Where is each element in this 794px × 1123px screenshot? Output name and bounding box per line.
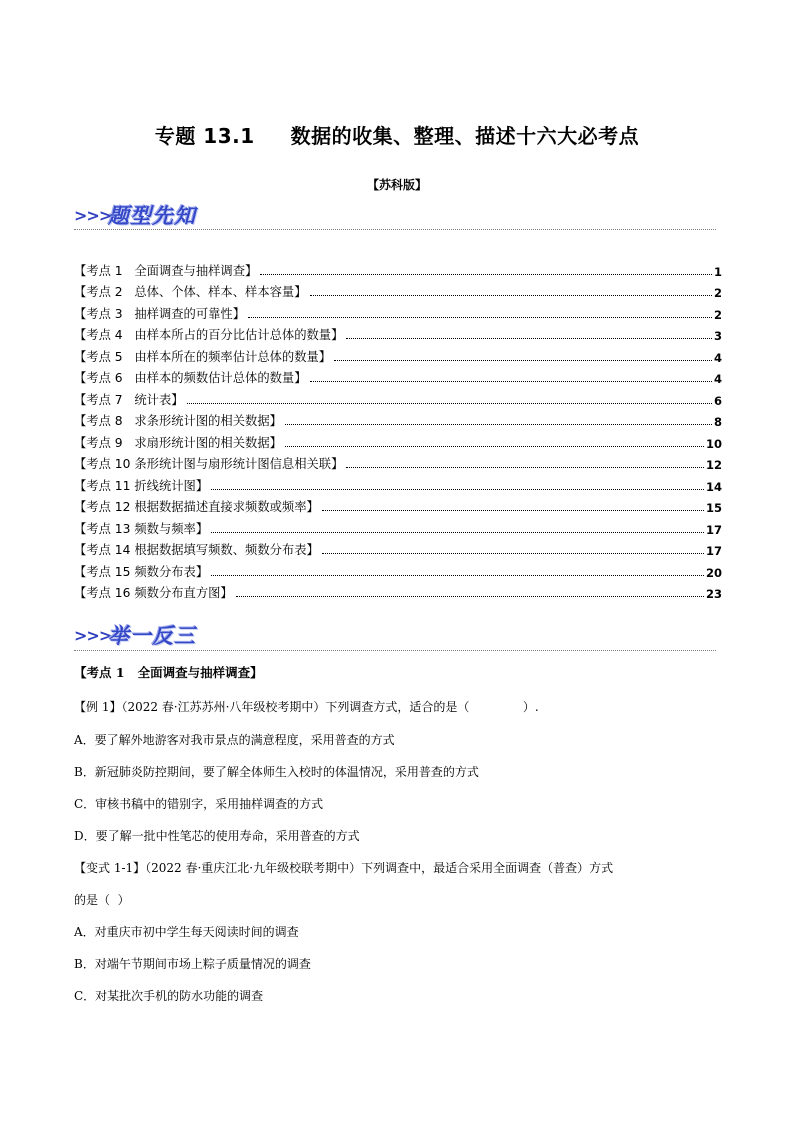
toc-label: 【考点 9 求扇形统计图的相关数据】 bbox=[74, 435, 282, 450]
toc-label: 【考点 7 统计表】 bbox=[74, 392, 184, 407]
toc-row[interactable] bbox=[74, 472, 722, 494]
toc-leader bbox=[187, 403, 712, 404]
toc-label: 【考点 10 条形统计图与扇形统计图信息相关联】 bbox=[74, 457, 344, 471]
toc-row[interactable] bbox=[74, 322, 722, 344]
banner-arrows-icon: >>> bbox=[74, 626, 112, 645]
toc-page: 8 bbox=[713, 415, 722, 429]
toc-label: 【考点 4 由样本所占的百分比估计总体的数量】 bbox=[74, 328, 344, 342]
toc-page: 3 bbox=[713, 329, 722, 343]
toc-label: 【考点 1 全面调查与抽样调查】 bbox=[74, 263, 258, 278]
toc-page: 12 bbox=[705, 458, 722, 472]
variant-question-line1: 【变式 1-1】（2022 春·重庆江北·九年级校联考期中）下列调查中，最适合采用全面调查（普查）方式 bbox=[74, 861, 614, 875]
option-a: A．要了解外地游客对我市景点的满意程度，采用普查的方式 bbox=[74, 733, 395, 747]
title-number: 专题 13.1 bbox=[154, 124, 255, 148]
example-question: 【例 1】（2022 春·江苏苏州·八年级校考期中）下列调查方式，适合的是（ ）. bbox=[74, 700, 539, 714]
banner-title: 举一反三 bbox=[108, 624, 196, 648]
toc-leader bbox=[211, 575, 704, 576]
toc-row[interactable] bbox=[74, 515, 722, 537]
toc-leader bbox=[334, 360, 712, 361]
toc-label: 【考点 3 抽样调查的可靠性】 bbox=[74, 306, 246, 321]
toc-row[interactable] bbox=[74, 365, 722, 387]
toc-row[interactable] bbox=[74, 580, 722, 602]
toc-leader bbox=[310, 295, 712, 296]
page-title bbox=[0, 120, 794, 149]
toc-row[interactable] bbox=[74, 494, 722, 516]
toc-page: 4 bbox=[713, 350, 722, 365]
variant-option-c: C．对某批次手机的防水功能的调查 bbox=[74, 989, 264, 1003]
toc-leader bbox=[236, 596, 704, 597]
toc-label: 【考点 16 频数分布直方图】 bbox=[74, 586, 233, 600]
toc-row[interactable] bbox=[74, 451, 722, 473]
toc-page: 2 bbox=[713, 286, 722, 300]
toc-page: 15 bbox=[705, 501, 722, 515]
toc-page: 6 bbox=[713, 393, 722, 408]
toc-label: 【考点 5 由样本所在的频率估计总体的数量】 bbox=[74, 349, 332, 364]
divider bbox=[74, 229, 716, 230]
toc-label: 【考点 8 求条形统计图的相关数据】 bbox=[74, 414, 282, 428]
toc-row[interactable] bbox=[74, 408, 722, 430]
toc-leader bbox=[260, 274, 712, 275]
variant-question-line2: 的是（ ） bbox=[74, 893, 130, 907]
section-heading: 【考点 1 全面调查与抽样调查】 bbox=[74, 665, 263, 680]
toc-leader bbox=[211, 489, 704, 490]
toc-row[interactable] bbox=[74, 279, 722, 301]
toc-row[interactable] bbox=[74, 300, 722, 322]
toc-page: 2 bbox=[713, 307, 722, 322]
toc-leader bbox=[322, 553, 704, 554]
toc-label: 【考点 12 根据数据描述直接求频数或频率】 bbox=[74, 500, 319, 514]
toc-row[interactable] bbox=[74, 257, 722, 279]
banner-examples bbox=[74, 620, 220, 650]
toc-label: 【考点 6 由样本的频数估计总体的数量】 bbox=[74, 371, 307, 385]
toc-leader bbox=[310, 381, 712, 382]
toc-page: 10 bbox=[705, 436, 722, 451]
toc-page: 20 bbox=[705, 565, 722, 580]
toc-label: 【考点 2 总体、个体、样本、样本容量】 bbox=[74, 285, 307, 299]
toc-label: 【考点 14 根据数据填写频数、频数分布表】 bbox=[74, 543, 319, 557]
toc-page: 17 bbox=[705, 522, 722, 537]
toc-label: 【考点 11 折线统计图】 bbox=[74, 478, 209, 493]
banner-arrows-icon: >>> bbox=[74, 206, 112, 225]
toc-label: 【考点 15 频数分布表】 bbox=[74, 564, 209, 579]
toc-row[interactable] bbox=[74, 386, 722, 408]
option-d: D．要了解一批中性笔芯的使用寿命，采用普查的方式 bbox=[74, 829, 360, 843]
toc-row[interactable] bbox=[74, 537, 722, 559]
divider bbox=[74, 650, 716, 651]
toc-leader bbox=[346, 467, 704, 468]
banner-topic-preview bbox=[74, 200, 220, 230]
toc-leader bbox=[346, 338, 712, 339]
toc-leader bbox=[211, 532, 704, 533]
variant-option-a: A．对重庆市初中学生每天阅读时间的调查 bbox=[74, 925, 299, 939]
toc-page: 17 bbox=[705, 544, 722, 558]
toc-page: 4 bbox=[713, 372, 722, 386]
option-c: C．审核书稿中的错别字，采用抽样调查的方式 bbox=[74, 797, 324, 811]
edition-subtitle: 【苏科版】 bbox=[366, 178, 427, 192]
title-text: 数据的收集、整理、描述十六大必考点 bbox=[290, 124, 640, 148]
toc-row[interactable] bbox=[74, 558, 722, 580]
option-b: B．新冠肺炎防控期间，要了解全体师生入校时的体温情况，采用普查的方式 bbox=[74, 765, 479, 779]
variant-option-b: B．对端午节期间市场上粽子质量情况的调查 bbox=[74, 957, 311, 971]
banner-title: 题型先知 bbox=[108, 204, 196, 228]
toc-leader bbox=[285, 424, 712, 425]
toc-row[interactable] bbox=[74, 343, 722, 365]
toc-page: 14 bbox=[705, 479, 722, 494]
toc-page: 1 bbox=[713, 264, 722, 279]
toc-label: 【考点 13 频数与频率】 bbox=[74, 521, 209, 536]
toc-page: 23 bbox=[705, 587, 722, 601]
table-of-contents bbox=[74, 257, 722, 601]
toc-leader bbox=[285, 446, 704, 447]
toc-leader bbox=[322, 510, 704, 511]
toc-leader bbox=[248, 317, 712, 318]
toc-row[interactable] bbox=[74, 429, 722, 451]
